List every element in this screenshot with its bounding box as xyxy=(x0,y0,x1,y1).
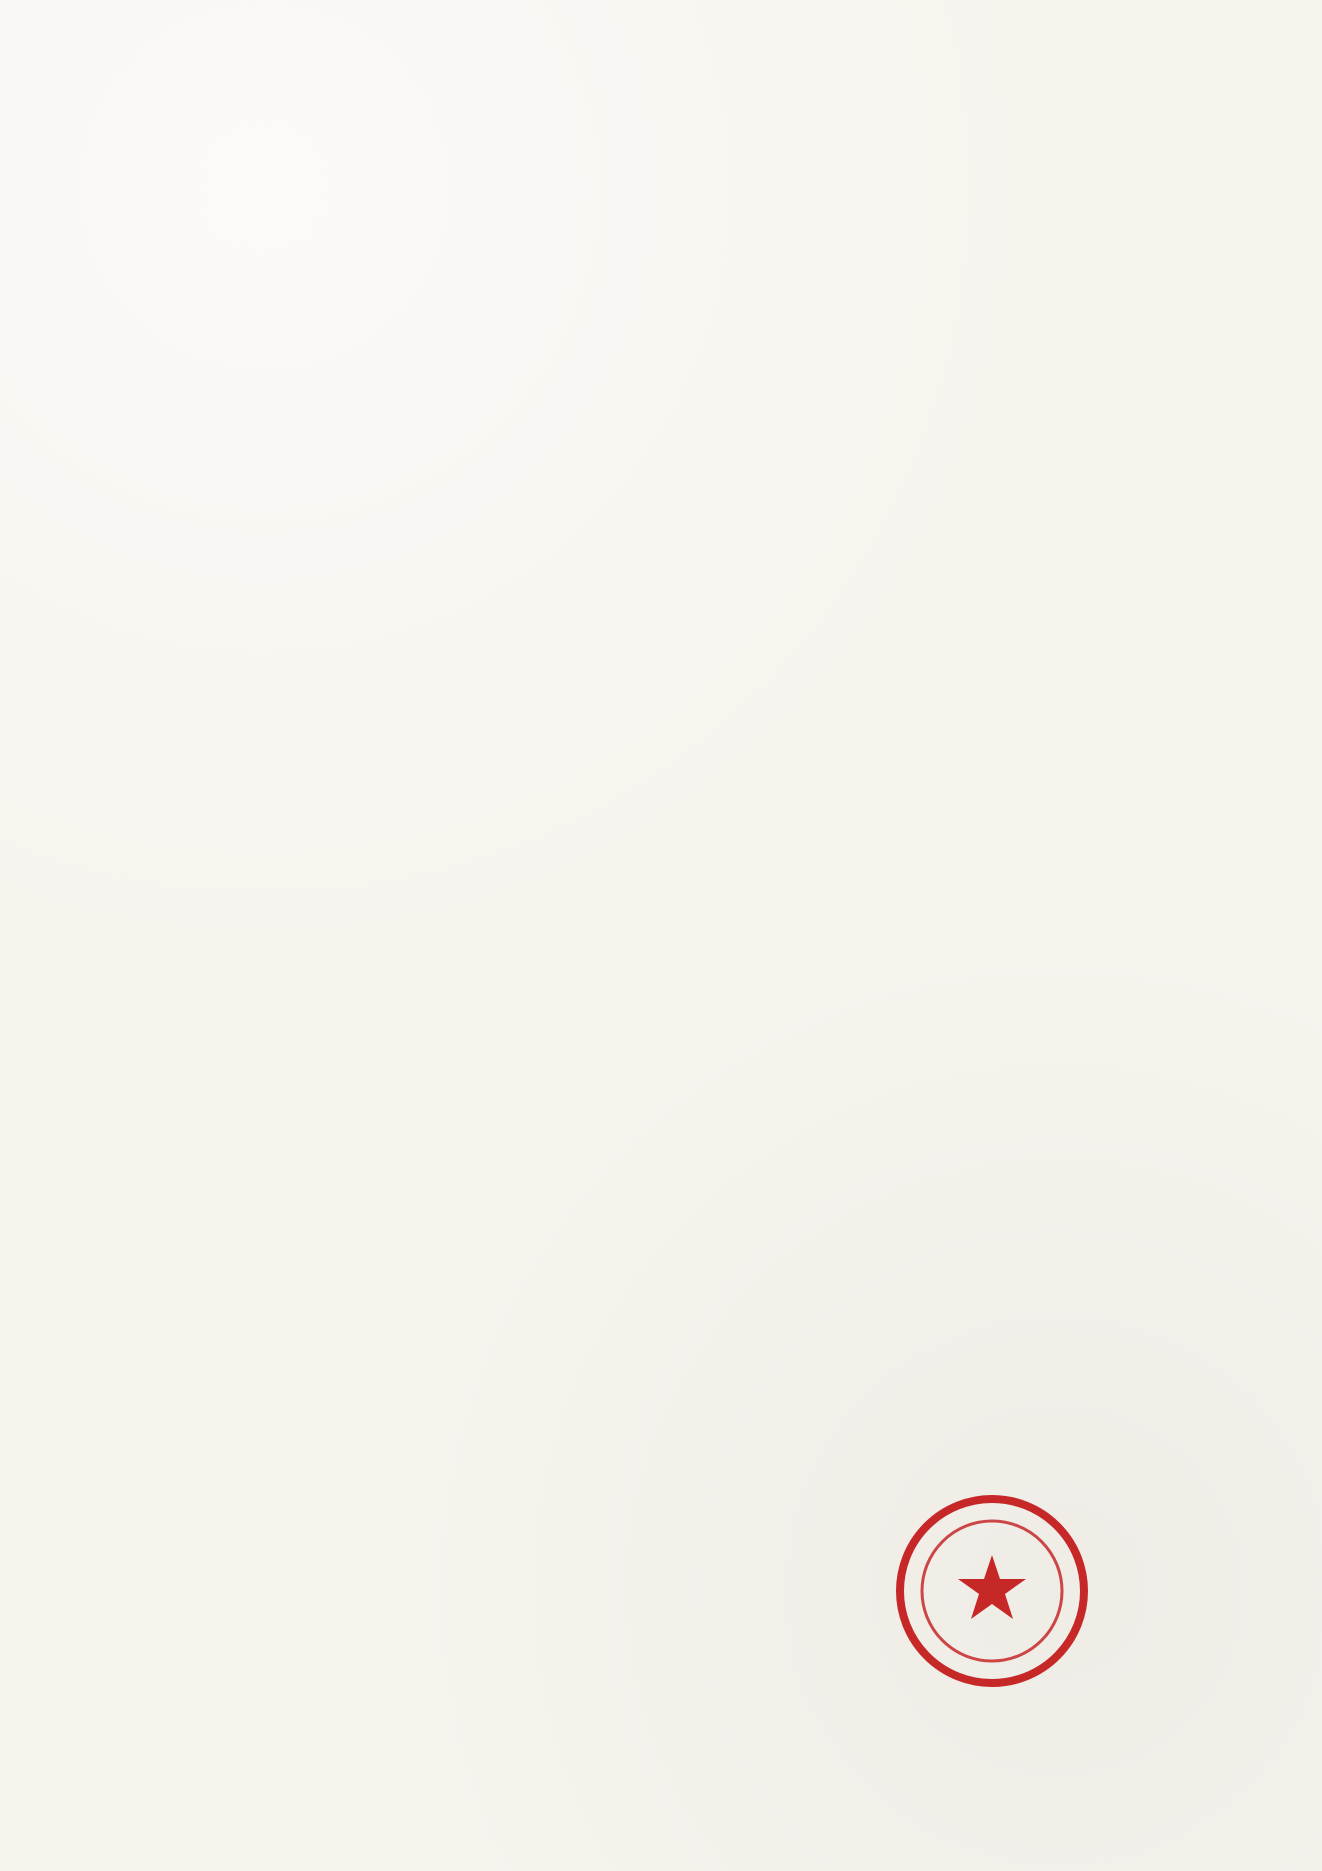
official-stamp xyxy=(882,1481,1102,1701)
stamp-icon xyxy=(882,1481,1102,1701)
document-content xyxy=(150,170,1172,1700)
